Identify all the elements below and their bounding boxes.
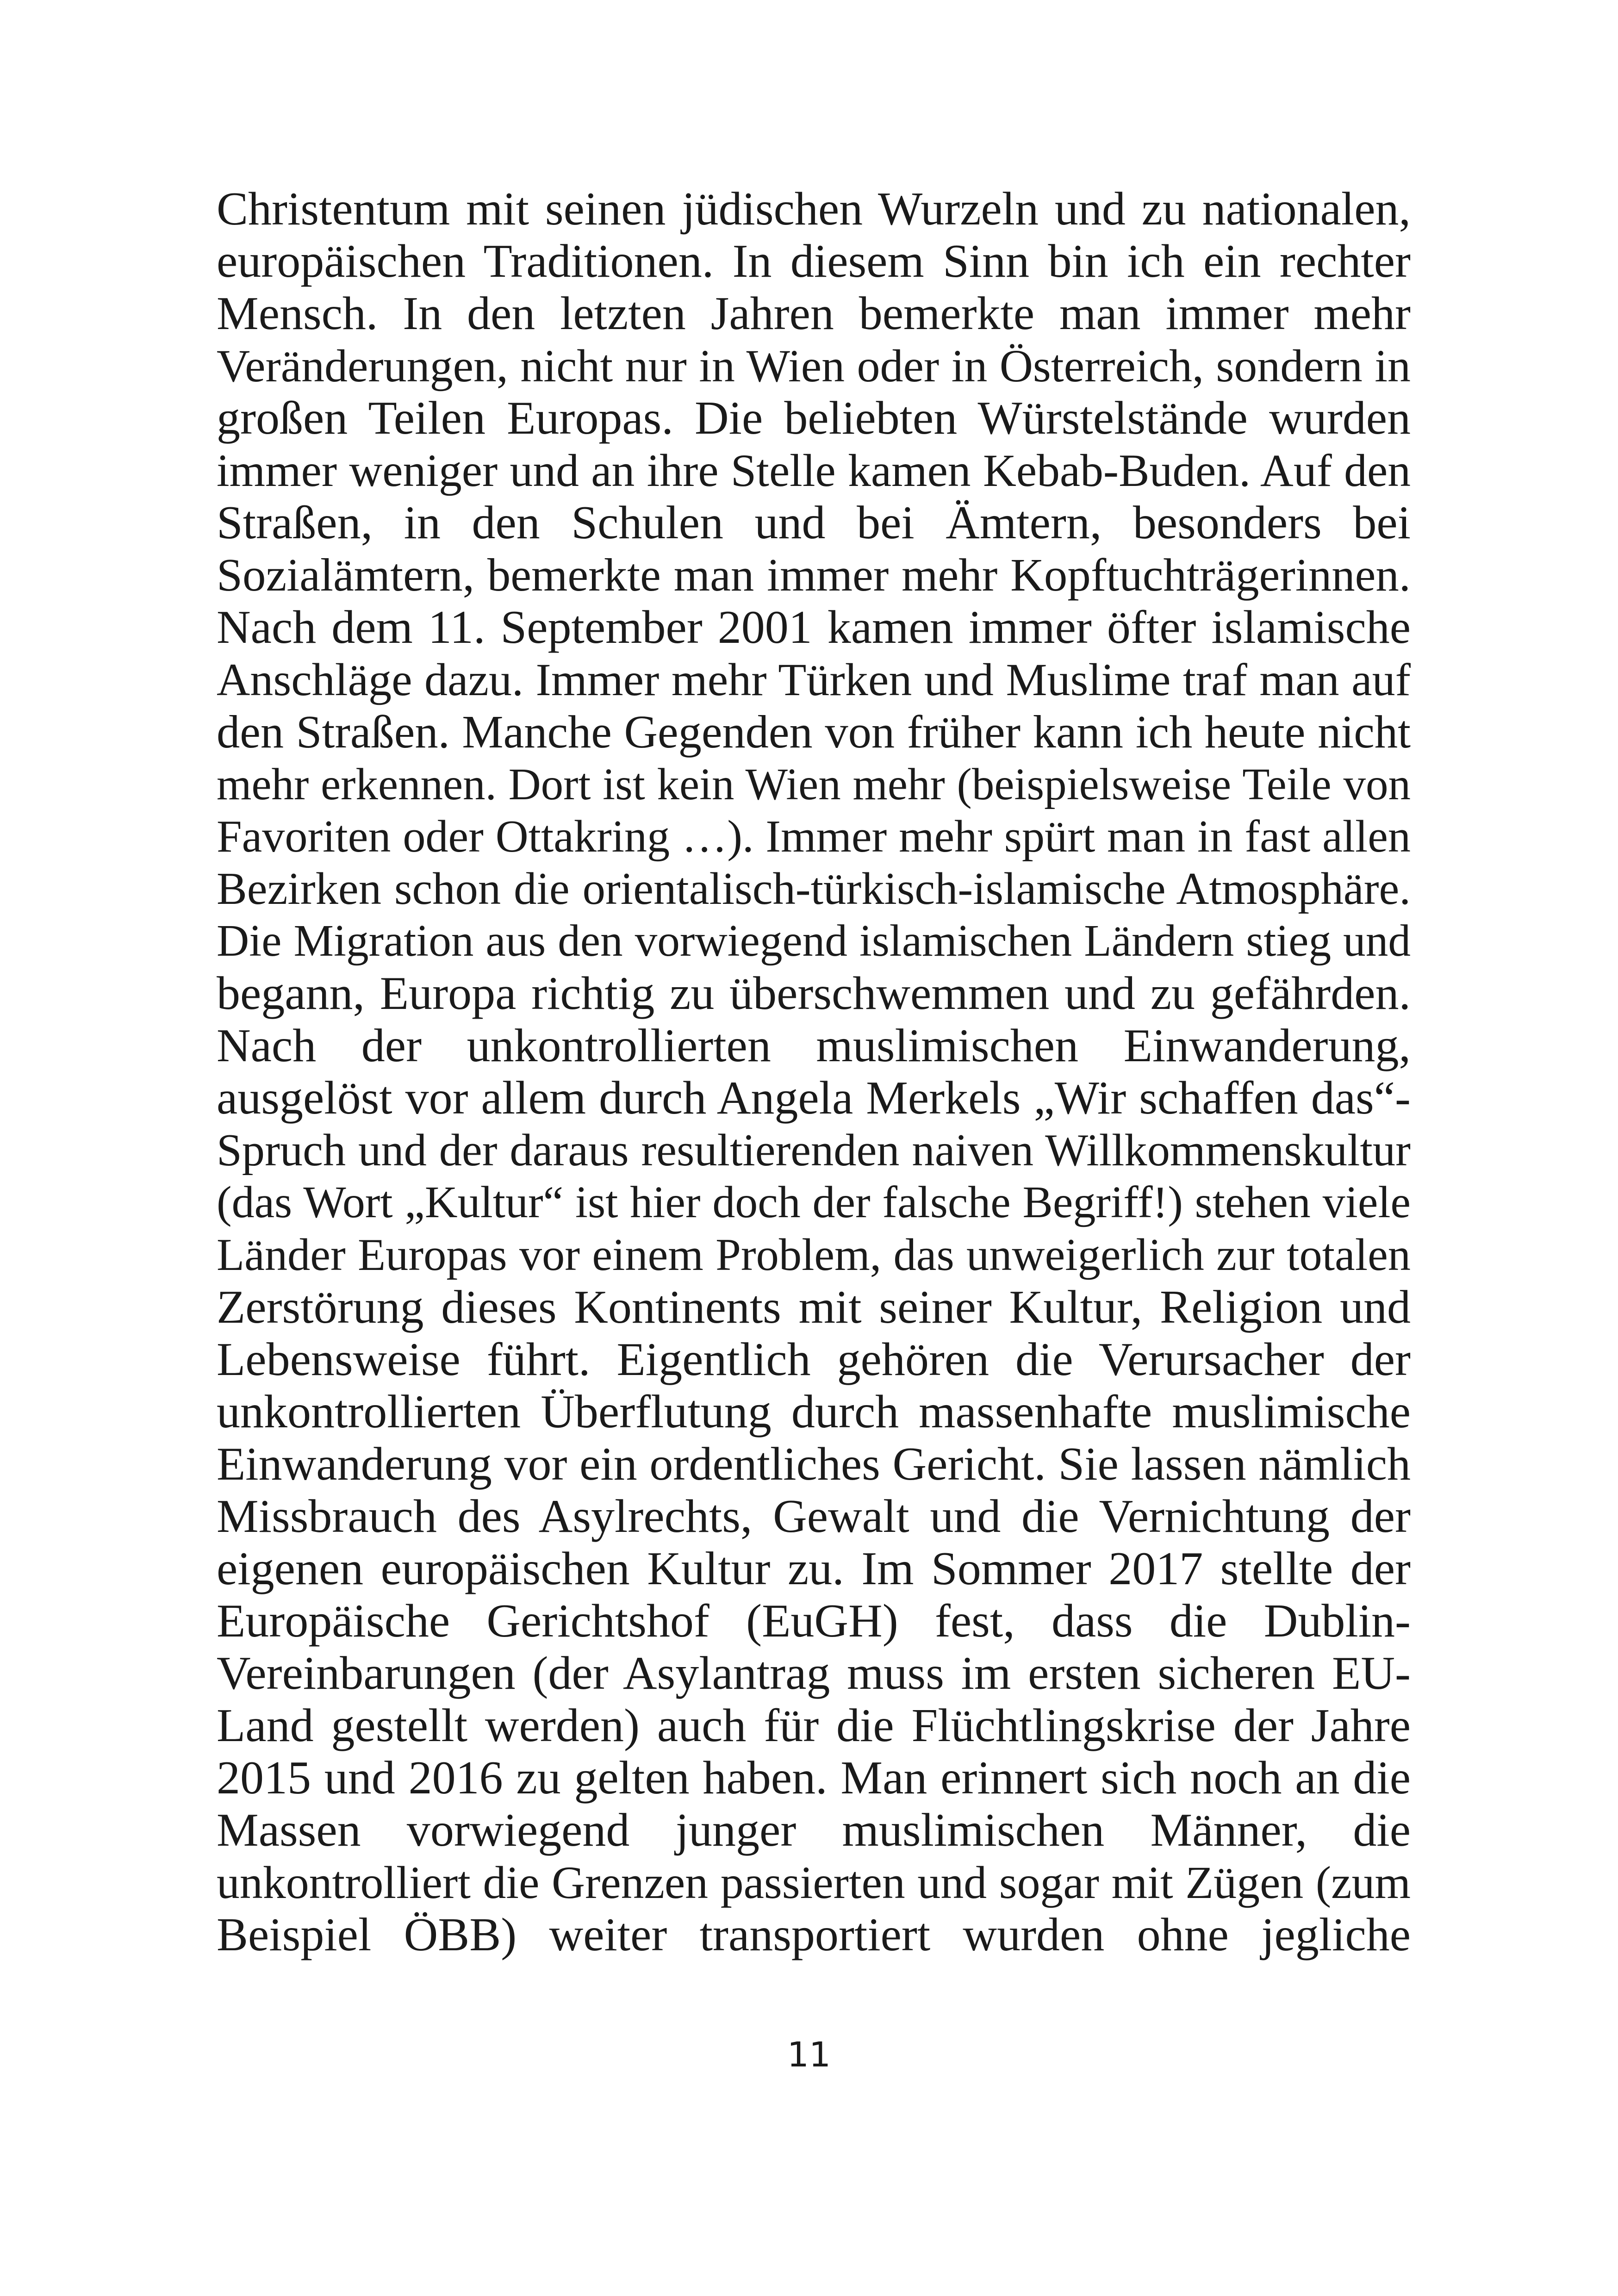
- text-line: Europäische Gerichtshof (EuGH) fest, dass die Dublin-: [217, 1595, 1411, 1647]
- text-line: Vereinbarungen (der Asylantrag muss im ersten sicheren EU-: [217, 1647, 1411, 1699]
- text-line: ausgelöst vor allem durch Angela Merkels „Wir schaffen das“-: [217, 1072, 1411, 1124]
- text-line: Lebensweise führt. Eigentlich gehören die Verursacher der: [217, 1333, 1411, 1386]
- text-line: Länder Europas vor einem Problem, das unweigerlich zur totalen: [217, 1230, 1411, 1280]
- text-line: Mensch. In den letzten Jahren bemerkte man immer mehr: [217, 287, 1411, 340]
- text-line: Straßen, in den Schulen und bei Ämtern, besonders bei: [217, 497, 1411, 549]
- text-line: europäischen Traditionen. In diesem Sinn bin ich ein rechter: [217, 235, 1411, 287]
- text-line: Land gestellt werden) auch für die Flüchtlingskrise der Jahre: [217, 1699, 1411, 1752]
- text-line: unkontrollierten Überflutung durch massenhafte muslimische: [217, 1386, 1411, 1438]
- text-line: Favoriten oder Ottakring …). Immer mehr spürt man in fast allen: [217, 811, 1411, 862]
- text-line: unkontrolliert die Grenzen passierten und sogar mit Zügen (zum: [217, 1857, 1411, 1908]
- text-line: den Straßen. Manche Gegenden von früher kann ich heute nicht: [217, 706, 1411, 758]
- text-line: Spruch und der daraus resultierenden naiven Willkommenskultur: [217, 1125, 1411, 1176]
- text-line: Die Migration aus den vorwiegend islamischen Ländern stieg und: [217, 916, 1411, 966]
- text-line: Einwanderung vor ein ordentliches Gericht. Sie lassen nämlich: [217, 1438, 1411, 1490]
- text-line: begann, Europa richtig zu überschwemmen und zu gefährden.: [217, 967, 1411, 1020]
- text-line: großen Teilen Europas. Die beliebten Würstelstände wurden: [217, 392, 1411, 444]
- text-line: immer weniger und an ihre Stelle kamen Kebab-Buden. Auf den: [217, 445, 1411, 496]
- text-line: 2015 und 2016 zu gelten haben. Man erinnert sich noch an die: [217, 1752, 1411, 1804]
- text-line: Sozialämtern, bemerkte man immer mehr Kopftuchträgerinnen.: [217, 549, 1411, 601]
- text-line: Massen vorwiegend junger muslimischen Männer, die: [217, 1804, 1411, 1856]
- text-line: eigenen europäischen Kultur zu. Im Sommer 2017 stellte der: [217, 1543, 1411, 1595]
- text-line: mehr erkennen. Dort ist kein Wien mehr (beispielsweise Teile von: [217, 759, 1411, 809]
- text-line: Nach dem 11. September 2001 kamen immer öfter islamische: [217, 601, 1411, 653]
- body-text: [217, 183, 1411, 1961]
- text-line: Missbrauch des Asylrechts, Gewalt und die Vernichtung der: [217, 1490, 1411, 1543]
- page-number: 11: [787, 2035, 831, 2075]
- text-line: Christentum mit seinen jüdischen Wurzeln und zu nationalen,: [217, 183, 1411, 235]
- text-line: (das Wort „Kultur“ ist hier doch der falsche Begriff!) stehen viele: [217, 1177, 1411, 1227]
- text-line: Nach der unkontrollierten muslimischen Einwanderung,: [217, 1020, 1411, 1072]
- text-line: Anschläge dazu. Immer mehr Türken und Muslime traf man auf: [217, 654, 1411, 705]
- text-line: Zerstörung dieses Kontinents mit seiner Kultur, Religion und: [217, 1281, 1411, 1333]
- text-line: Beispiel ÖBB) weiter transportiert wurden ohne jegliche: [217, 1909, 1411, 1961]
- text-line: Bezirken schon die orientalisch-türkisch-islamische Atmosphäre.: [217, 864, 1411, 914]
- text-line: Veränderungen, nicht nur in Wien oder in Österreich, sondern in: [217, 340, 1411, 392]
